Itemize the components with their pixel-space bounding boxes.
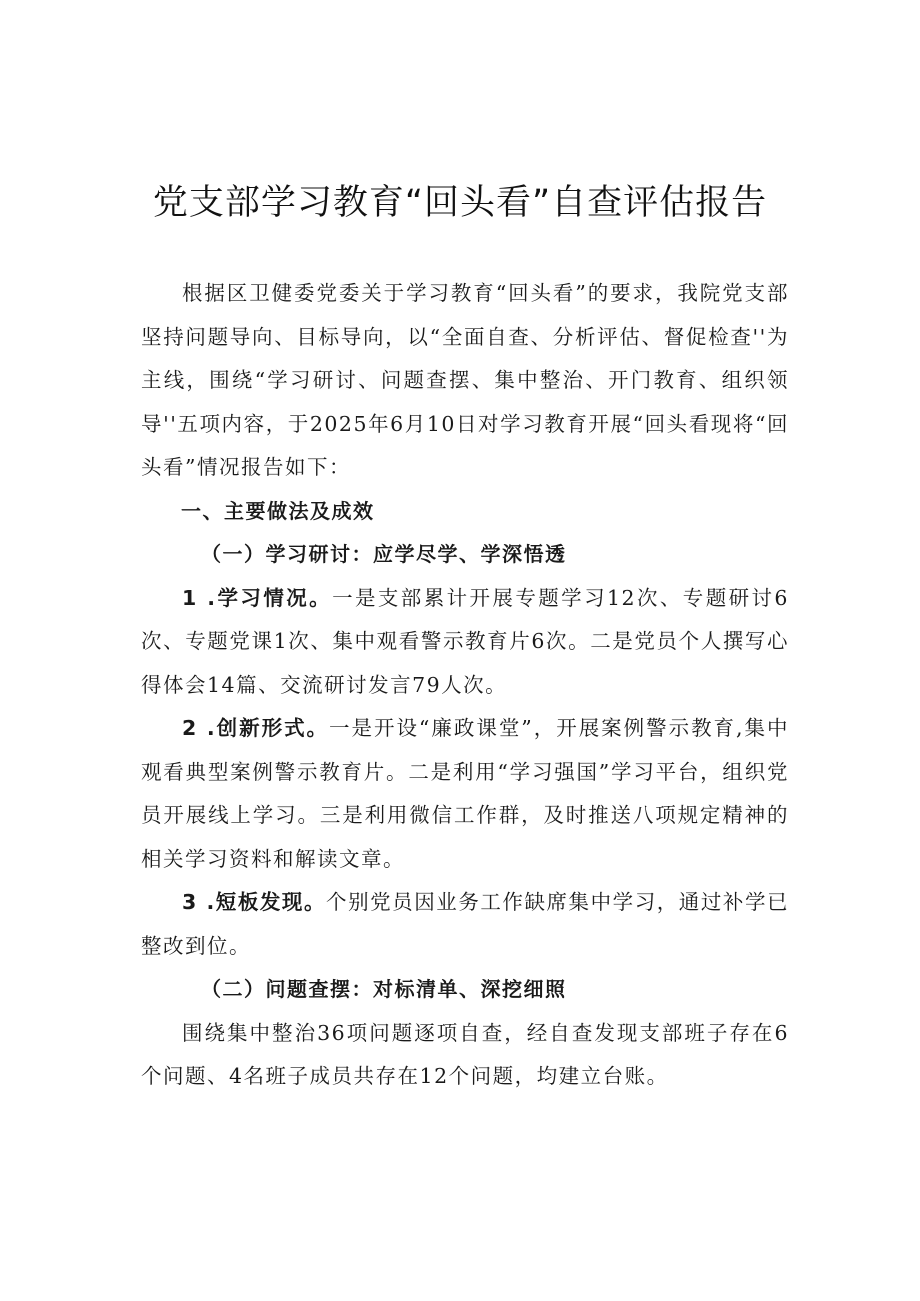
subsection-heading-study: （一）学习研讨：应学尽学、学深悟透	[201, 542, 567, 566]
subsection-heading-problems: （二）问题查摆：对标清单、深挖细照	[201, 977, 567, 1001]
section-heading-main-practices: 一、主要做法及成效	[181, 498, 375, 523]
document-body	[141, 272, 789, 1099]
item-innovation-text: 一是开设“廉政课堂”，开展案例警示教育,集中观看典型案例警示教育片。二是利用“学习强国”学习平台，组织党员开展线上学习。三是利用微信工作群，及时推送八项规定精神的相关学习资料和解读文章。	[141, 716, 789, 871]
item-shortcomings	[141, 881, 789, 968]
item-innovation	[141, 707, 789, 881]
item-study-status	[141, 577, 789, 708]
intro-paragraph: 根据区卫健委党委关于学习教育“回头看”的要求，我院党支部坚持问题导向、目标导向，以“全面自查、分析评估、督促检查''为主线，围绕“学习研讨、问题查摆、集中整治、开门教育、组织领导''五项内容，于2025年6月10日对学习教育开展“回头看现将“回头看”情况报告如下：	[141, 281, 789, 479]
item-study-status-lead: 1 .学习情况。	[182, 585, 333, 610]
document-title: 党支部学习教育“回头看”自查评估报告	[152, 183, 768, 223]
item-shortcomings-text: 个别党员因业务工作缺席集中学习，通过补学已整改到位。	[141, 890, 789, 958]
problems-paragraph: 围绕集中整治36项问题逐项自查，经自查发现支部班子存在6个问题、4名班子成员共存在12个问题，均建立台账。	[141, 1020, 789, 1088]
item-innovation-lead: 2 .创新形式。	[182, 716, 330, 740]
item-shortcomings-lead: 3 .短板发现。	[182, 890, 327, 914]
item-study-status-text: 一是支部累计开展专题学习12次、专题研讨6次、专题党课1次、集中观看警示教育片6次。二是党员个人撰写心得体会14篇、交流研讨发言79人次。	[141, 585, 789, 697]
